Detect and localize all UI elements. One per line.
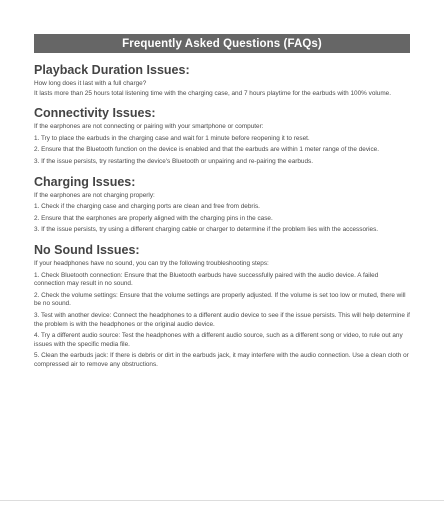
list-item: 1. Try to place the earbuds in the charging case and wait for 1 minute before reopening it to reset. [34, 134, 310, 142]
section-intro: If your headphones have no sound, you can try the following troubleshooting steps: [34, 259, 269, 267]
section-title-connectivity: Connectivity Issues: [34, 106, 156, 121]
list-item: 1. Check Bluetooth connection: Ensure that the Bluetooth earbuds have successfully paired with the audio device. A failed connection may result in no sound. [34, 271, 379, 288]
faq-answer: It lasts more than 25 hours total listening time with the charging case, and 7 hours playtime for the earbuds with 100% volume. [34, 89, 392, 97]
section-nosound [34, 243, 410, 370]
list-item: 2. Check the volume settings: Ensure that the volume settings are properly adjusted. If the volume is set too low or muted, there will be no sound. [34, 291, 406, 308]
section-title-nosound: No Sound Issues: [34, 242, 140, 257]
faq-question: How long does it last with a full charge? [34, 80, 147, 87]
list-item: 2. Ensure that the Bluetooth function on the device is enabled and that the earbuds are within 1 meter range of the device. [34, 146, 379, 154]
section-title-playback: Playback Duration Issues: [34, 63, 190, 77]
list-item: 4. Try a different audio source: Test the headphones with a different audio source, such as a different song or video, to rule out any issues with the specific media file. [34, 332, 403, 348]
list-item: 1. Check if the charging case and charging ports are clean and free from debris. [34, 203, 260, 211]
list-item: 2. Ensure that the earphones are properly aligned with the charging pins in the case. [34, 214, 273, 222]
section-intro: If the earphones are not charging properly: [34, 191, 155, 199]
list-item: 3. If the issue persists, try restarting the device's Bluetooth or unpairing and re-pairing the earbuds. [34, 157, 314, 165]
bottom-divider [0, 500, 444, 501]
section-title-charging: Charging Issues: [34, 174, 136, 189]
list-item: 3. If the issue persists, try using a different charging cable or charger to determine if the problem lies with the accessories. [34, 226, 379, 234]
section-connectivity [34, 106, 410, 166]
section-intro: If the earphones are not connecting or pairing with your smartphone or computer: [34, 123, 264, 131]
page-title: Frequently Asked Questions (FAQs) [34, 34, 410, 53]
section-charging [34, 175, 410, 235]
section-playback [34, 63, 410, 98]
list-item: 3. Test with another device: Connect the headphones to a different audio device to see if the issue persists. This will help determine if the problem is with the headphones or the original audio device. [34, 311, 410, 328]
list-item: 5. Clean the earbuds jack: If there is debris or dirt in the earbuds jack, it may interfere with the audio connection. Use a clean cloth or compressed air to remove any obstructions. [34, 352, 409, 368]
